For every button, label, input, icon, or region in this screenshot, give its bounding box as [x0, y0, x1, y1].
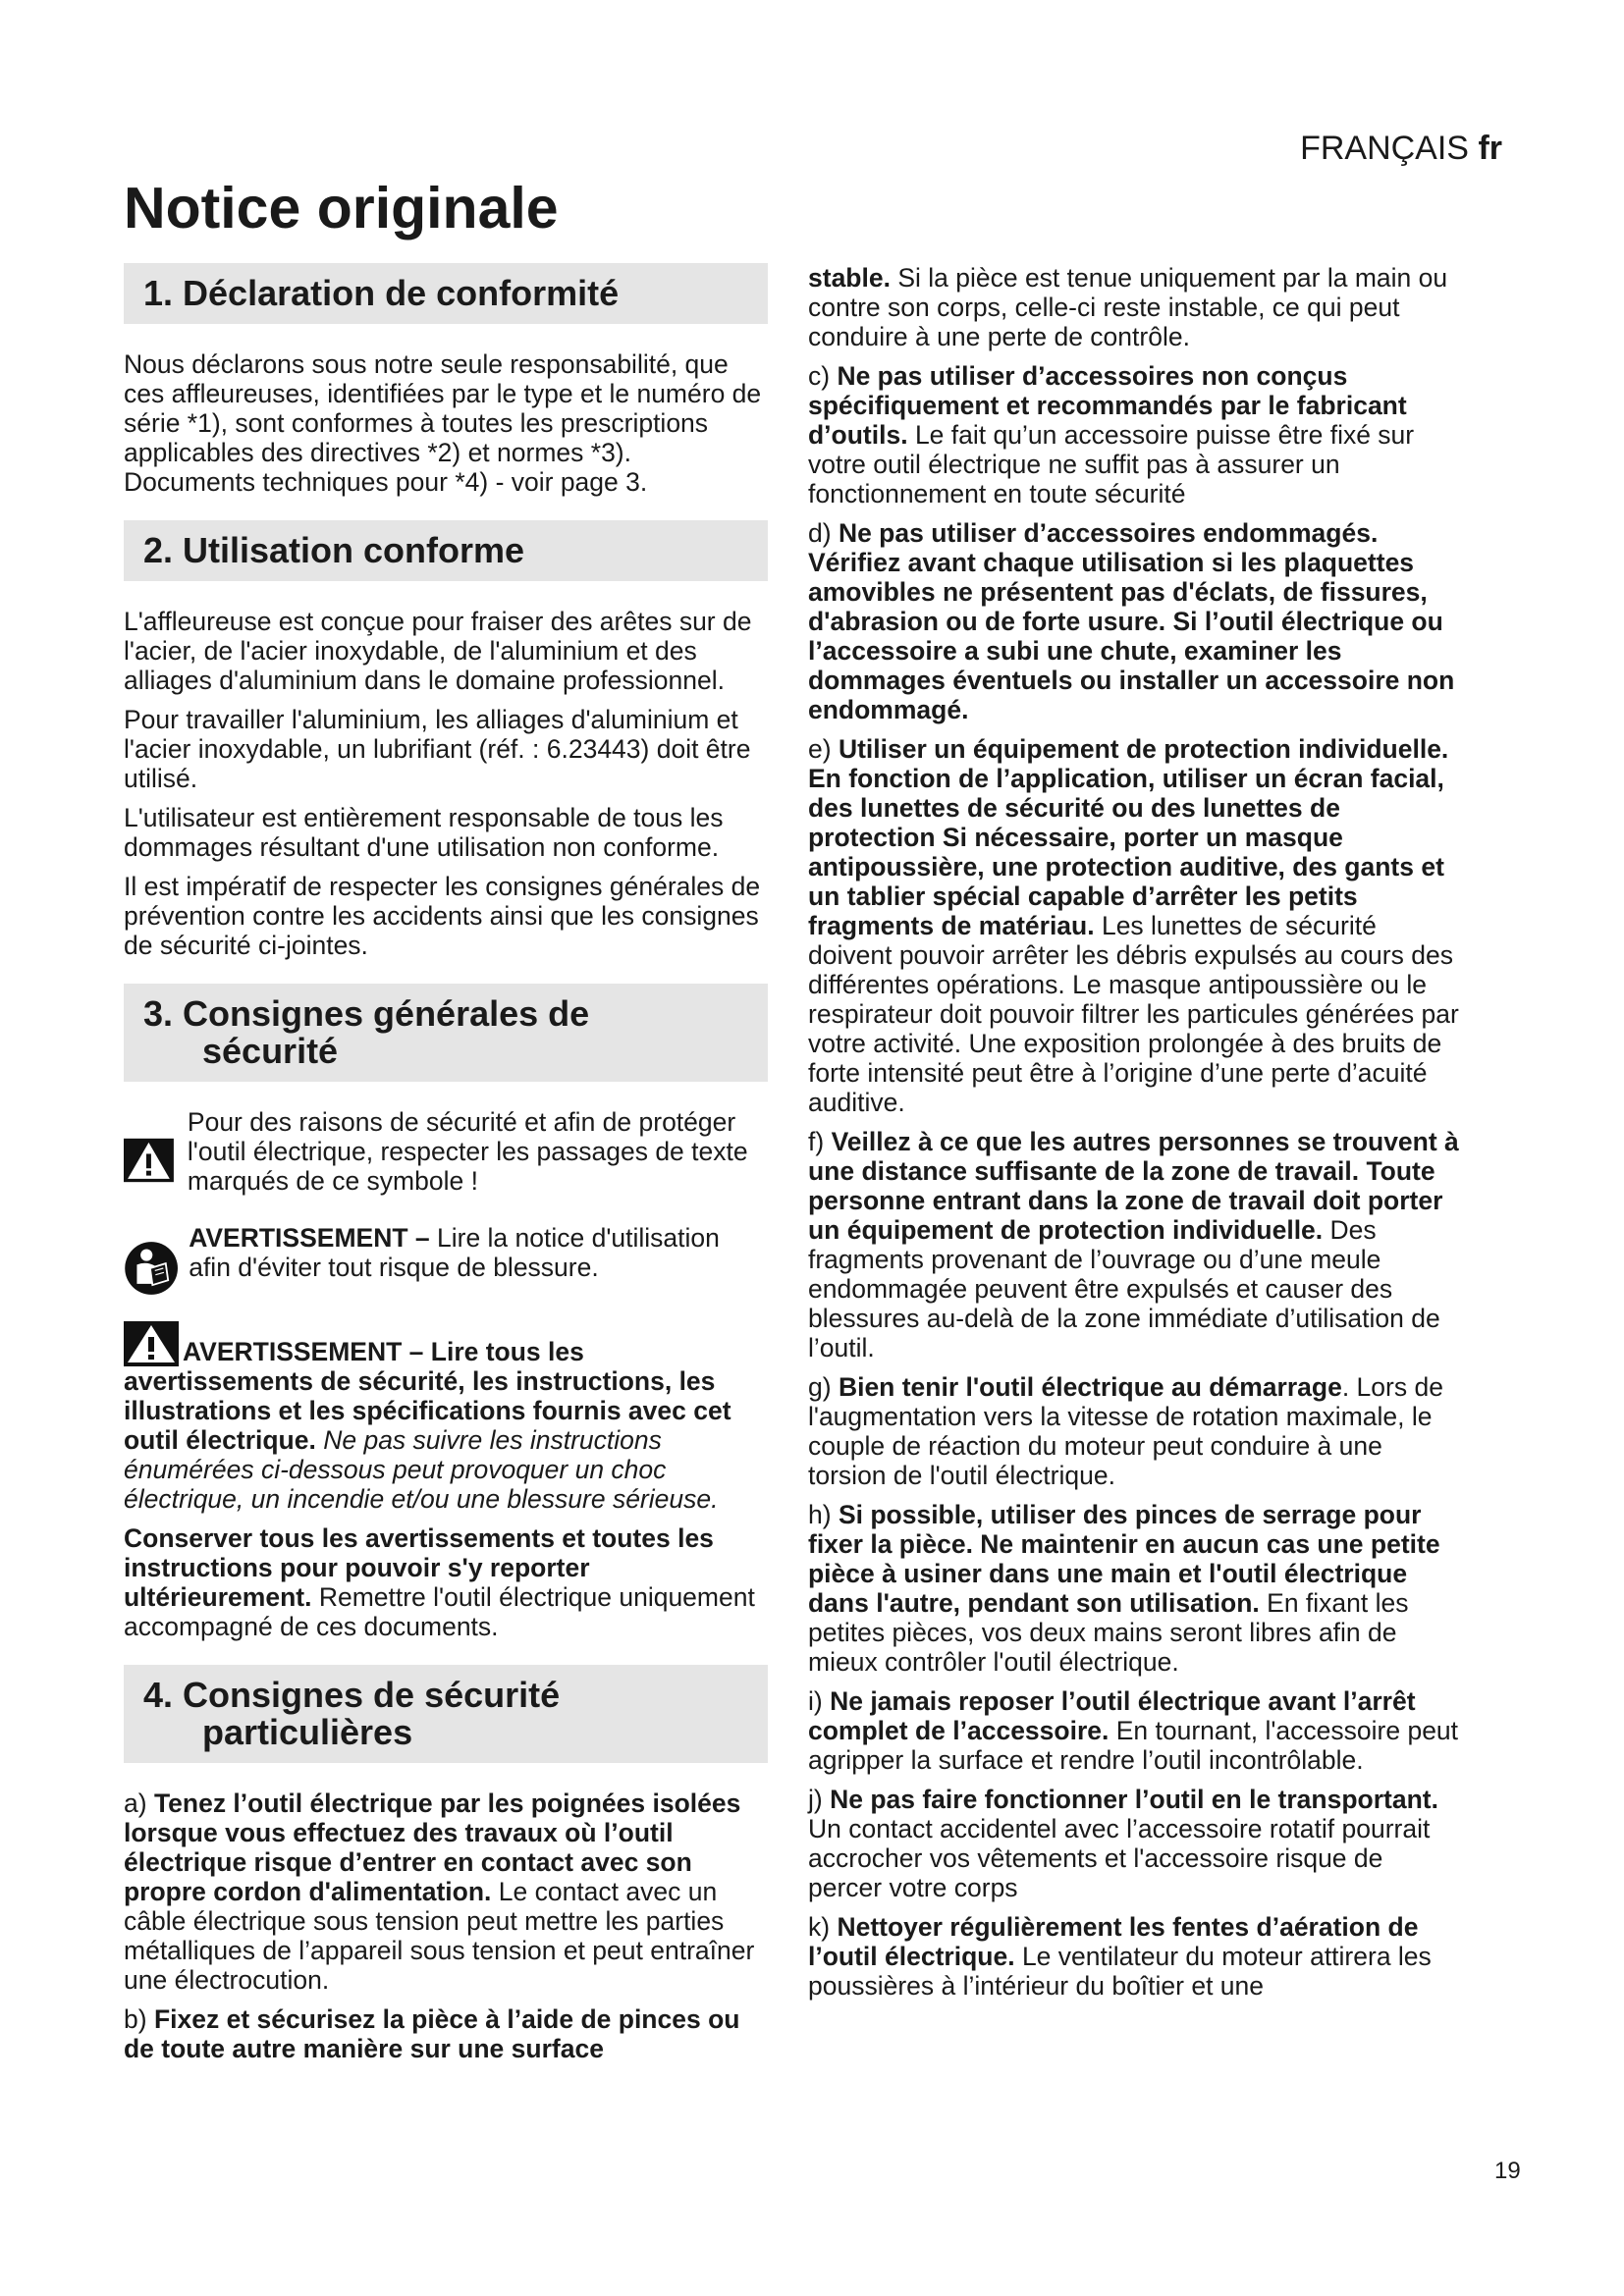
- instruction-c: c) Ne pas utiliser d’accessoires non conçus spécifiquement et recommandés par le fabricant d’outils. Le fait qu’un accessoire puisse être fixé sur votre outil électrique ne suffit pas à assurer un fonctionnement en toute sécurité: [808, 361, 1415, 508]
- instruction-e: e) Utiliser un équipement de protection individuelle. En fonction de l’application, utiliser un écran facial, des lunettes de sécurité ou des lunettes de protection Si nécessaire, porter un masque antipoussière, une protection auditive, des gants et un tablier spécial capable d’arrêter les petits fragments de matériau. Les lunettes de sécurité doivent pouvoir arrêter les débris expulsés au cours des différentes opérations. Le masque antipoussière ou le respirateur doit pouvoir filtrer les particules générées par votre activité. Une exposition prolongée à des bruits de forte intensité peut être à l’origine d’une perte d’acuité auditive.: [808, 734, 1459, 1117]
- section-heading-4: 4. Consignes de sécurité particulières: [124, 1665, 768, 1763]
- instruction-f: f) Veillez à ce que les autres personnes se trouvent à une distance suffisante de la zone de travail. Toute personne entrant dans la zone de travail doit porter un équipement de protection individuelle. Des fragments provenant de l’ouvrage ou d’une meule endommagée peuvent être expulsés et causer des blessures au-delà de la zone immédiate d’utilisation de l’outil.: [808, 1127, 1459, 1362]
- instruction-h: h) Si possible, utiliser des pinces de serrage pour fixer la pièce. Ne maintenir en aucun cas une petite pièce à usiner dans une main et l'outil électrique dans l'autre, pendant son utilisation. En fixant les petites pièces, vos deux mains seront libres afin de mieux contrôler l'outil électrique.: [808, 1500, 1440, 1677]
- manual-warning-label: AVERTISSEMENT –: [189, 1223, 430, 1253]
- language-code: fr: [1478, 130, 1502, 167]
- instruction-i: i) Ne jamais reposer l’outil électrique avant l’arrêt complet de l’accessoire. En tournant, l'accessoire peut agripper la surface et rendre l’outil incontrôlable.: [808, 1686, 1459, 1775]
- general-warning-paragraph: [124, 1321, 768, 1514]
- section-heading-2: 2. Utilisation conforme: [124, 520, 768, 581]
- paragraph-declaration: Nous déclarons sous notre seule responsabilité, que ces affleureuses, identifiées par le type et le numéro de série *1), sont conformes à toutes les prescriptions applicables des directives *2) et normes *3). Documents techniques pour *4) - voir page 3.: [124, 349, 762, 497]
- instruction-g: g) Bien tenir l'outil électrique au démarrage. Lors de l'augmentation vers la vitesse de rotation maximale, le couple de réaction du moteur peut conduire à une torsion de l'outil électrique.: [808, 1372, 1443, 1490]
- paragraph-usage-4: Il est impératif de respecter les consignes générales de prévention contre les accidents ainsi que les consignes de sécurité ci-jointes.: [124, 872, 761, 960]
- manual-warning-block: [124, 1223, 768, 1313]
- left-column: [124, 263, 768, 2073]
- right-column: [808, 263, 1462, 2010]
- instruction-a: a) Tenez l’outil électrique par les poignées isolées lorsque vous effectuez des travaux où l’outil électrique risque d’entrer en contact avec son propre cordon d'alimentation. Le contact avec un câble électrique sous tension peut mettre les parties métalliques de l’appareil sous tension et peut entraîner une électrocution.: [124, 1789, 755, 1995]
- paragraph-usage-1: L'affleureuse est conçue pour fraiser des arêtes sur de l'acier, de l'acier inoxydable, de l'aluminium et des alliages d'aluminium dans le domaine professionnel.: [124, 607, 752, 695]
- manual-warning-text: Lire la notice d'utilisation afin d'éviter tout risque de blessure.: [189, 1223, 720, 1282]
- general-warning-italic: Ne pas suivre les instructions énumérées ci-dessous peut provoquer un choc électrique, un incendie et/ou une blessure sérieuse.: [124, 1425, 719, 1514]
- instruction-k: k) Nettoyer régulièrement les fentes d’aération de l’outil électrique. Le ventilateur du moteur attirera les poussières à l’intérieur du boîtier et une: [808, 1912, 1432, 2001]
- paragraph-usage-2: Pour travailler l'aluminium, les alliages d'aluminium et l'acier inoxydable, un lubrifiant (réf. : 6.23443) doit être utilisé.: [124, 705, 751, 793]
- safety-symbol-text: Pour des raisons de sécurité et afin de protéger l'outil électrique, respecter les passages de texte marqués de ce symbole !: [187, 1107, 748, 1196]
- section-heading-1: 1. Déclaration de conformité: [124, 263, 768, 324]
- read-manual-icon: [124, 1223, 179, 1313]
- page-title: Notice originale: [124, 176, 559, 240]
- warning-triangle-small-icon: [124, 1321, 179, 1366]
- safety-symbol-block: [124, 1107, 768, 1213]
- instruction-b-part2: stable. Si la pièce est tenue uniquement par la main ou contre son corps, celle-ci reste instable, ce qui peut conduire à une perte de contrôle.: [808, 263, 1448, 351]
- keep-instructions-paragraph: Conserver tous les avertissements et toutes les instructions pour pouvoir s'y reporter ultérieurement. Remettre l'outil électrique uniquement accompagné de ces documents.: [124, 1523, 755, 1641]
- page-number: 19: [1494, 2158, 1521, 2184]
- instruction-d: d) Ne pas utiliser d’accessoires endommagés. Vérifiez avant chaque utilisation si les plaquettes amovibles ne présentent pas d'éclats, de fissures, d'abrasion ou de forte usure. Si l’outil électrique ou l’accessoire a subi une chute, examiner les dommages éventuels ou installer un accessoire non endommagé.: [808, 518, 1455, 724]
- instruction-b-part1: b) Fixez et sécurisez la pièce à l’aide de pinces ou de toute autre manière sur une surface: [124, 2004, 740, 2063]
- language-label: [1300, 130, 1502, 168]
- general-warning-bold: AVERTISSEMENT – Lire tous les avertissements de sécurité, les instructions, les illustrations et les spécifications fournis avec cet outil électrique.: [124, 1337, 731, 1455]
- instruction-j: j) Ne pas faire fonctionner l’outil en le transportant. Un contact accidentel avec l’accessoire rotatif pourrait accrocher vos vêtements et l'accessoire risque de percer votre corps: [808, 1785, 1438, 1902]
- language-name: FRANÇAIS: [1300, 130, 1469, 167]
- warning-triangle-icon: [124, 1107, 174, 1213]
- paragraph-usage-3: L'utilisateur est entièrement responsable de tous les dommages résultant d'une utilisation non conforme.: [124, 803, 724, 862]
- section-heading-3: 3. Consignes générales de sécurité: [124, 984, 768, 1082]
